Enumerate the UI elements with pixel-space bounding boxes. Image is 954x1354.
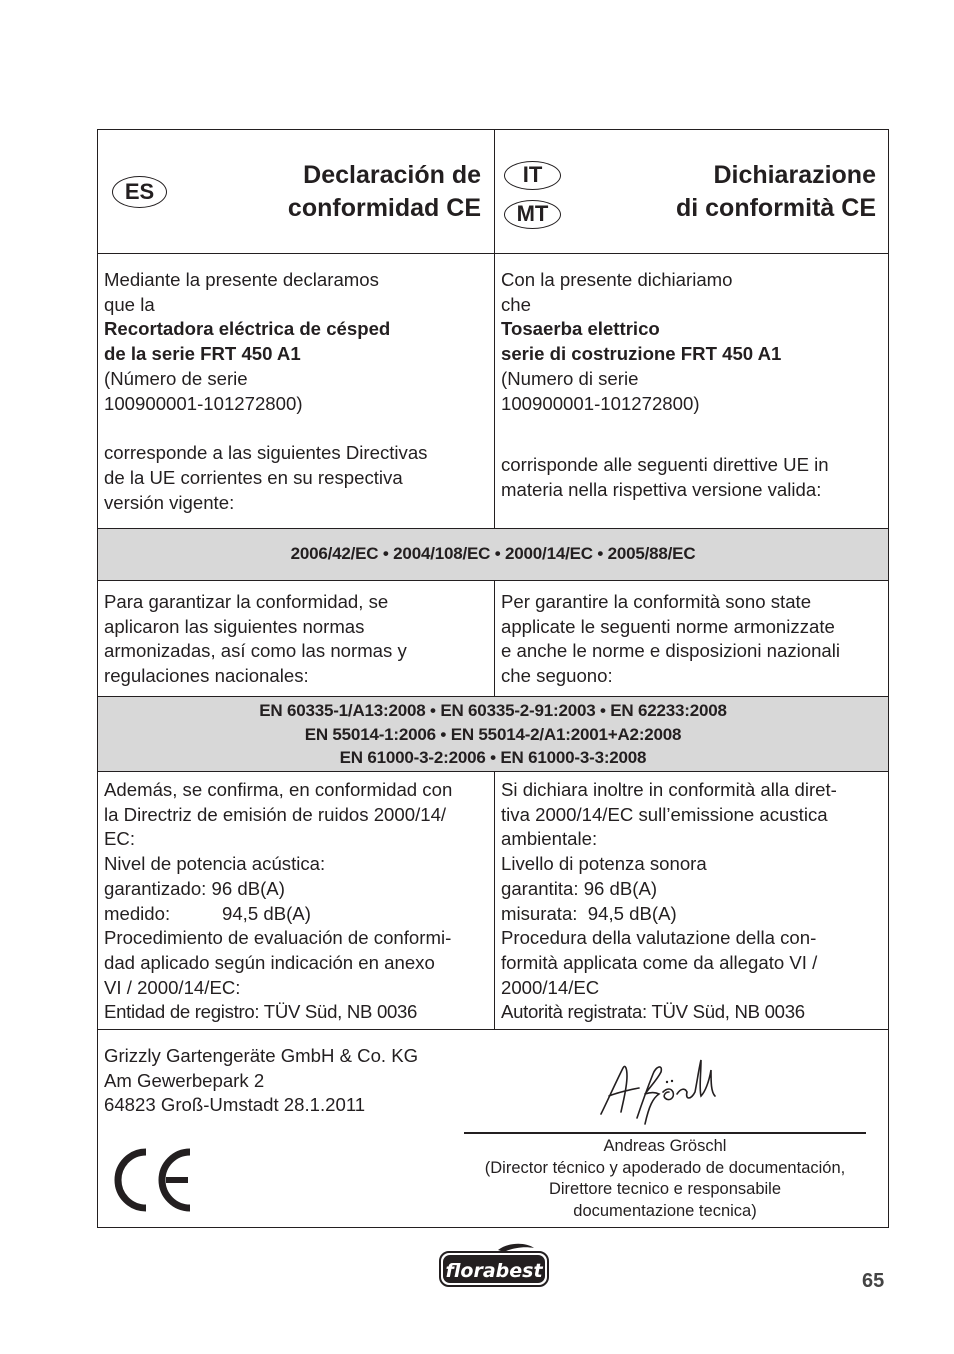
measured-level-it: misurata: 94,5 dB(A): [501, 902, 677, 924]
signature-line: [464, 1132, 866, 1134]
svg-text:florabest: florabest: [445, 1260, 543, 1282]
product-series-it: serie di costruzione FRT 450 A1: [501, 343, 782, 365]
intro-es: Mediante la presente declaramos que la Recortadora eléctrica de césped de la serie FRT 450 A1 (Número de serie 100900001-101272800) corresponde a las siguientes Directivas de la UE corrientes en su respectiva versión vigente:: [98, 254, 494, 528]
norms-intro-it: Per garantire la conformità sono state applicate le seguenti norme armonizzate e anche le norme e disposizioni nazionali che seguono:: [494, 581, 888, 696]
norms-intro-es: Para garantizar la conformidad, se aplicaron las siguientes normas armonizadas, así como las normas y regulaciones nacionales:: [104, 591, 407, 687]
noise-row: [98, 771, 888, 1029]
florabest-logo-icon: [438, 1242, 550, 1288]
intro-it: Con la presente dichiariamo che Tosaerba elettrico serie di costruzione FRT 450 A1 (Numero di serie 100900001-101272800) corrisponde alle seguenti direttive UE in materia nella rispettiva versione valida:: [494, 254, 888, 528]
norms-line-1: EN 60335-1/A13:2008 • EN 60335-2-91:2003 • EN 62233:2008: [259, 701, 727, 720]
signer-name: Andreas Gröschl: [603, 1137, 727, 1155]
product-series-es: de la serie FRT 450 A1: [104, 343, 301, 365]
company-address: Grizzly Gartengeräte GmbH & Co. KG Am Gewerbepark 2 64823 Groß-Umstadt 28.1.2011: [104, 1045, 419, 1116]
registration-body-it: Autorità registrata: TÜV Süd, NB 0036: [501, 1001, 805, 1023]
measured-level-es: medido: 94,5 dB(A): [104, 902, 311, 924]
norms-line-2: EN 55014-1:2006 • EN 55014-2/A1:2001+A2:2008: [304, 724, 682, 744]
ce-mark-icon: [110, 1146, 194, 1214]
guaranteed-level-it: garantita: 96 dB(A): [501, 877, 658, 899]
noise-es: Además, se confirma, en conformidad con la Directriz de emisión de ruidos 2000/14/ EC: Nivel de potencia acústica: garantizado: 96 dB(A) medido: 94,5 dB(A) Procedimiento de evaluación de conformi- dad aplicado según indicación en anexo VI / 2000/14/EC: Entidad de registro: TÜV Süd, NB 0036: [98, 772, 494, 1029]
directives-list: 2006/42/EC • 2004/108/EC • 2000/14/EC • 2005/88/EC: [290, 544, 696, 563]
signature-icon: [593, 1048, 733, 1132]
noise-it: Si dichiara inoltre in conformità alla diret- tiva 2000/14/EC sull’emissione acustica ambientale: Livello di potenza sonora garantita: 96 dB(A) misurata: 94,5 dB(A) Procedura della valutazione della con- formità applicata come da allegato VI / 2000/14/EC Autorità registrata: TÜV Süd, NB 0036: [494, 772, 888, 1029]
intro-row: [98, 253, 888, 528]
norms-band: [98, 696, 888, 771]
header-es: [98, 130, 494, 253]
registration-body-es: Entidad de registro: TÜV Süd, NB 0036: [104, 1001, 418, 1023]
serial-range-es: 100900001-101272800): [104, 392, 303, 414]
title-it: Dichiarazione di conformità CE: [675, 161, 876, 222]
header-row: [98, 130, 888, 253]
product-name-es: Recortadora eléctrica de césped: [104, 318, 391, 340]
directives-band: [98, 528, 888, 580]
language-badge-it: IT: [504, 161, 561, 190]
page-number: 65: [862, 1270, 885, 1292]
serial-range-it: 100900001-101272800): [501, 392, 700, 414]
language-badge-es: ES: [112, 176, 167, 208]
declaration-frame: [97, 129, 889, 1228]
language-badge-mt: MT: [504, 200, 561, 229]
signature-row: [98, 1029, 888, 1227]
norms-intro-row: [98, 580, 888, 696]
title-es: Declaración de conformidad CE: [287, 161, 481, 222]
product-name-it: Tosaerba elettrico: [501, 318, 660, 340]
signer-block: Andreas Gröschl (Director técnico y apoderado de documentación, Direttore tecnico e responsabile documentazione tecnica): [464, 1136, 866, 1223]
header-it: [494, 130, 888, 253]
norms-line-3: EN 61000-3-2:2006 • EN 61000-3-3:2008: [339, 748, 647, 767]
guaranteed-level-es: garantizado: 96 dB(A): [104, 877, 285, 899]
